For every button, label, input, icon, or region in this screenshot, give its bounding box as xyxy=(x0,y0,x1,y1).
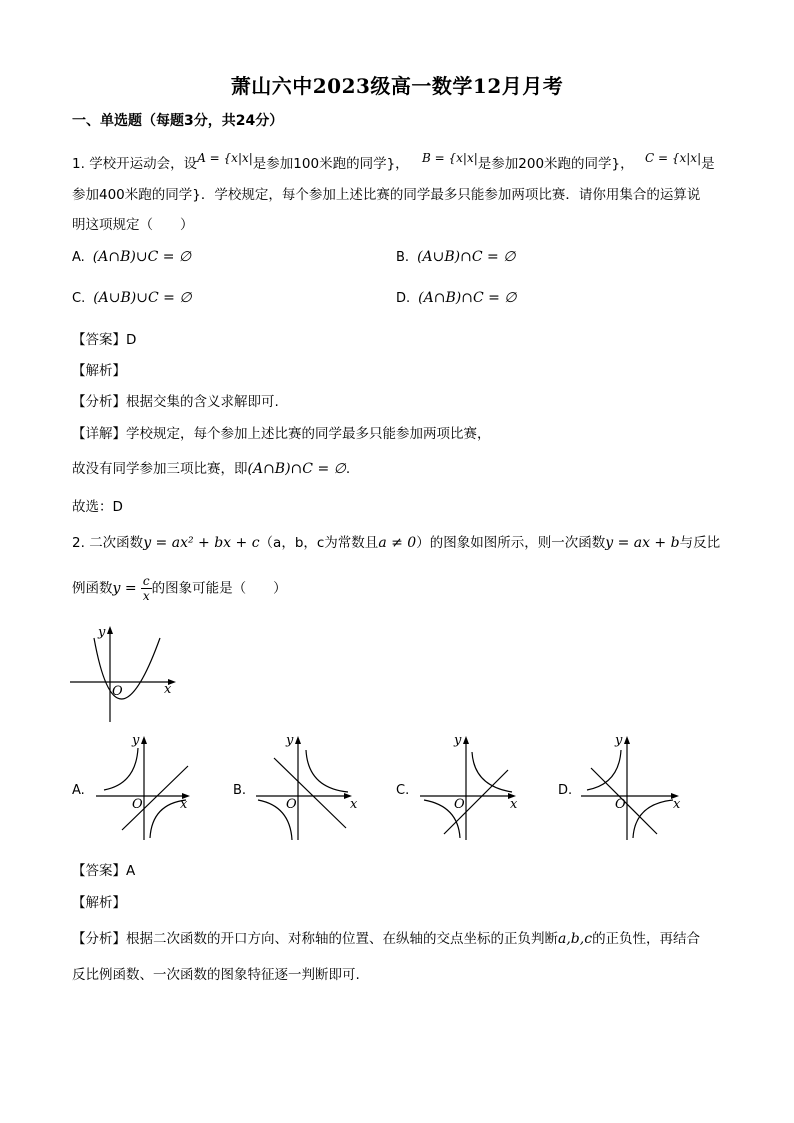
y-axis-label: y xyxy=(286,733,294,748)
graph-a-label: A. xyxy=(72,783,85,798)
q1-set-b: B = {x|x|是参加200米跑的同学}， xyxy=(422,151,634,172)
q1-jiexi: 【解析】 xyxy=(72,363,126,379)
x-axis-label: x xyxy=(350,797,358,812)
q1-xiangjie: 【详解】学校规定，每个参加上述比赛的同学最多只能参加两项比赛， xyxy=(72,426,491,442)
q2-jiexi: 【解析】 xyxy=(72,895,126,911)
q2-line1: 2. 二次函数y = ax² + bx + c（a，b，c为常数且a ≠ 0）的图象如图所示，则一次函数y = ax + b与反比 xyxy=(72,535,721,551)
origin-label: O xyxy=(112,684,123,699)
graph-option-a[interactable] xyxy=(90,730,200,845)
q1-guxuan: 故选：D xyxy=(72,499,123,515)
parabola-graph xyxy=(66,620,196,728)
set-a: A = {x|x| xyxy=(197,151,253,165)
y-axis-arrow xyxy=(141,736,147,744)
q1-conclusion: 故没有同学参加三项比赛，即(A∩B)∩C = ∅. xyxy=(72,461,351,477)
graph-b-label: B. xyxy=(233,783,247,798)
q1-fenxi: 【分析】根据交集的含义求解即可. xyxy=(72,394,279,410)
x-axis-label: x xyxy=(180,797,188,812)
y-axis-arrow xyxy=(107,626,113,634)
graph-option-b[interactable] xyxy=(250,730,365,845)
q1-option-c[interactable]: C. (A∪B)∪C = ∅ xyxy=(72,290,192,306)
hyperbola-branch-lower-right xyxy=(633,800,673,838)
y-axis-label: y xyxy=(98,625,106,640)
origin-label: O xyxy=(286,797,297,812)
hyperbola-branch-upper-right xyxy=(306,750,348,792)
graph-option-c[interactable] xyxy=(414,730,529,845)
section-heading: 一、单选题（每题3分，共24分） xyxy=(72,113,284,129)
q1-option-b[interactable]: B. (A∪B)∩C = ∅ xyxy=(396,249,516,265)
y-axis-arrow xyxy=(295,736,301,744)
y-axis-label: y xyxy=(454,733,462,748)
q1-line3: 明这项规定（ ） xyxy=(72,217,194,233)
y-axis-label: y xyxy=(132,733,140,748)
origin-label: O xyxy=(615,797,626,812)
origin-label: O xyxy=(132,797,143,812)
q1-option-a[interactable]: A. (A∩B)∪C = ∅ xyxy=(72,249,192,265)
hyperbola-branch-upper-left xyxy=(104,748,138,790)
q1-line2: 参加400米跑的同学}．学校规定，每个参加上述比赛的同学最多只能参加两项比赛．请你用集合的运算说 xyxy=(72,187,701,203)
q2-line2: 例函数y = $\frac{c}{x}$ 的图象可能是（ ） xyxy=(72,574,287,603)
graph-option-d[interactable] xyxy=(575,730,690,845)
graph-d-label: D. xyxy=(558,783,573,798)
q1-number: 1. xyxy=(72,156,85,172)
y-axis-label: y xyxy=(615,733,623,748)
parabola-curve xyxy=(94,638,160,699)
q2-answer: 【答案】A xyxy=(72,863,136,879)
graph-c-label: C. xyxy=(396,783,410,798)
hyperbola-branch-upper-left xyxy=(587,750,621,790)
page-title: 萧山六中2023级高一数学12月月考 xyxy=(230,74,564,98)
y-axis-arrow xyxy=(463,736,469,744)
y-axis-arrow xyxy=(624,736,630,744)
x-axis-label: x xyxy=(164,682,172,697)
q1-set-c: C = {x|x|是 xyxy=(645,151,715,172)
x-axis-label: x xyxy=(510,797,518,812)
q2-number: 2. xyxy=(72,535,85,551)
q2-fenxi-line2: 反比例函数、一次函数的图象特征逐一判断即可. xyxy=(72,967,360,983)
origin-label: O xyxy=(454,797,465,812)
x-axis-label: x xyxy=(673,797,681,812)
q1-answer: 【答案】D xyxy=(72,332,137,348)
q1-line1: 1. 学校开运动会，设A = {x|x|是参加100米跑的同学}， xyxy=(72,151,409,172)
q1-option-d[interactable]: D. (A∩B)∩C = ∅ xyxy=(396,290,517,306)
fraction-c-over-x: $\frac{c}{x}$ xyxy=(142,574,150,603)
q2-fenxi: 【分析】根据二次函数的开口方向、对称轴的位置、在纵轴的交点坐标的正负判断a,b,c的正负性，再结合 xyxy=(72,931,701,947)
